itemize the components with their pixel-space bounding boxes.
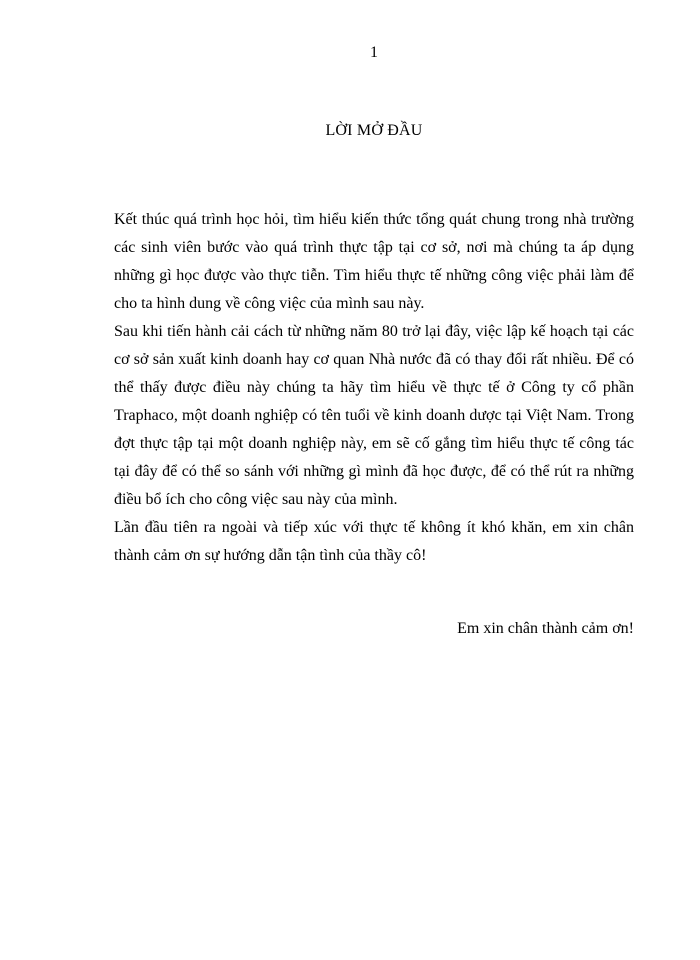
closing-line: Em xin chân thành cảm ơn! bbox=[457, 620, 634, 637]
document-title: LỜI MỞ ĐẦU bbox=[325, 122, 423, 139]
page-number: 1 bbox=[370, 44, 378, 61]
paragraph-reform: Sau khi tiến hành cải cách từ những năm 80 trở lại đây, việc lập kế hoạch tại các cơ sở sản xuất kinh doanh hay cơ quan Nhà nước đã có thay đổi rất nhiều. Để có thể thấy được điều này chúng ta hãy tìm hiểu về thực tế ở Công ty cổ phần Traphaco, một doanh nghiệp có tên tuổi về kinh doanh dược tại Việt Nam. Trong đợt thực tập tại một doanh nghiệp này, em sẽ cố gắng tìm hiểu thực tế công tác tại đây để có thể so sánh với những gì mình đã học được, để có thể rút ra những điều bổ ích cho công việc sau này của mình. bbox=[114, 323, 634, 508]
paragraph-intro: Kết thúc quá trình học hỏi, tìm hiểu kiến thức tổng quát chung trong nhà trường các sinh viên bước vào quá trình thực tập tại cơ sở, nơi mà chúng ta áp dụng những gì học được vào thực tiễn. Tìm hiểu thực tế những công việc phải làm để cho ta hình dung về công việc của mình sau này. bbox=[114, 211, 634, 312]
body-text bbox=[114, 206, 634, 570]
paragraph-thanks: Lần đầu tiên ra ngoài và tiếp xúc với thực tế không ít khó khăn, em xin chân thành cảm ơn sự hướng dẫn tận tình của thầy cô! bbox=[114, 519, 634, 564]
